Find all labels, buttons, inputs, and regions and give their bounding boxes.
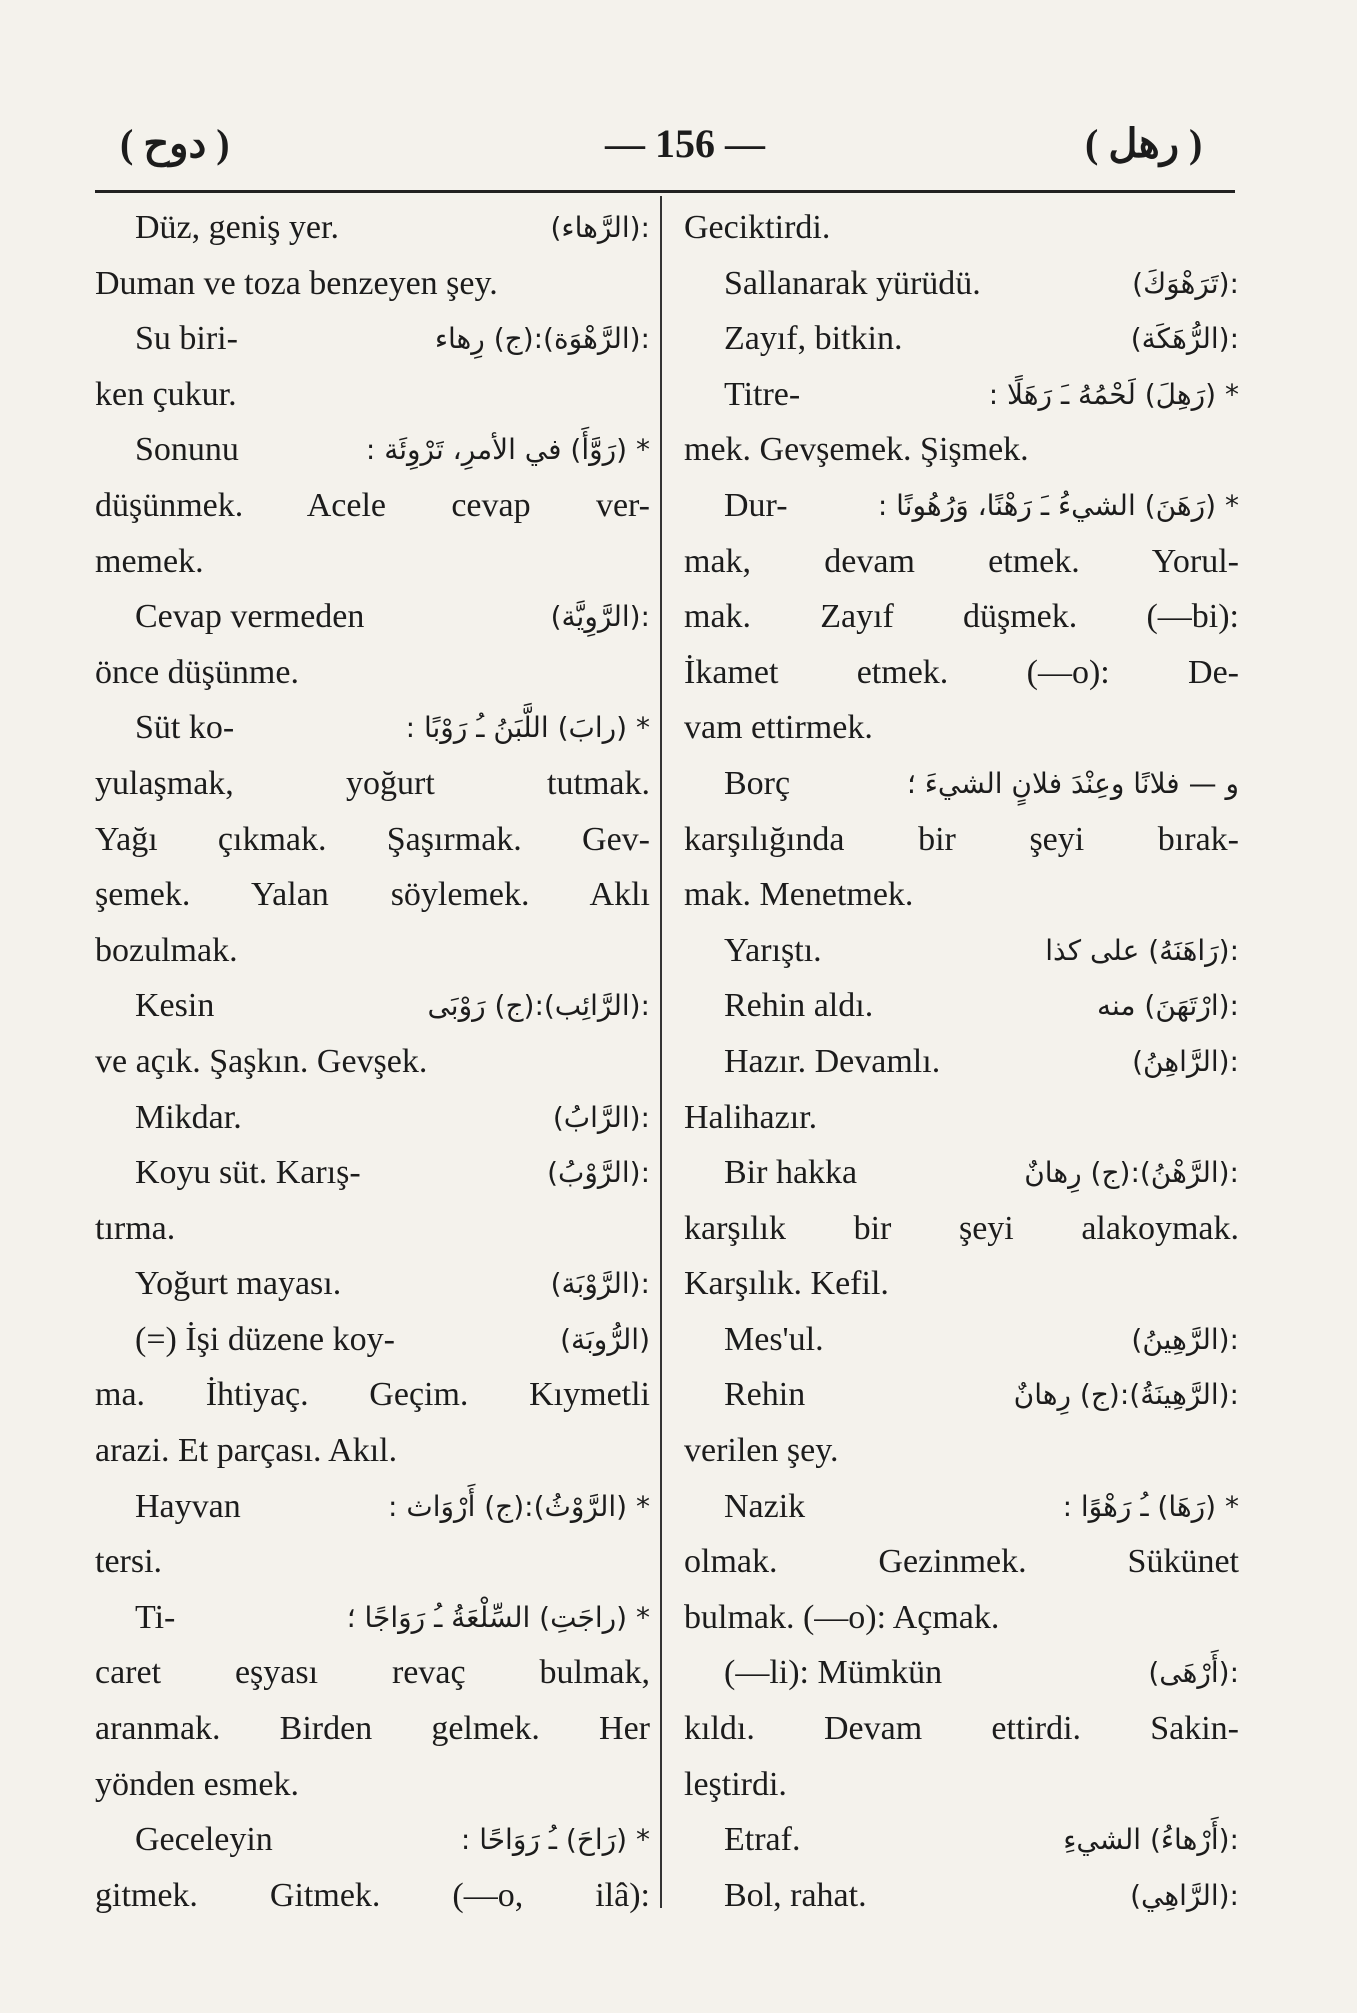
entry-line [95,1534,650,1590]
arabic-headword: :(أَرْهَى) [1148,1656,1239,1690]
turkish-text: mek. Gevşemek. Şişmek. [684,431,1029,469]
turkish-text: Rehin [724,1376,806,1414]
turkish-text: (—li): Mümkün [724,1654,943,1692]
entry-line [684,1256,1239,1312]
entry-line [684,1034,1239,1090]
turkish-text: bulmak. (—o): Açmak. [684,1598,1000,1636]
arabic-headword: * (رَهَنَ) الشيءُ ـَ رَهْنًا، وَرُهُونًا : [877,488,1239,522]
left-column [95,200,650,1923]
arabic-headword: * (رَاحَ) ـُ رَوَاحًا : [460,1823,650,1857]
turkish-text: Titre- [724,375,801,413]
turkish-text: Mikdar. [135,1098,242,1136]
entry-line [95,589,650,645]
turkish-text: Koyu süt. Karış- [135,1154,361,1192]
entry-line [95,867,650,923]
arabic-headword: * (رَوَّأَ) في الأمرِ، تَرْوِئَة : [365,433,650,467]
turkish-text: Karşılık. Kefil. [684,1265,889,1303]
page-header [0,0,1357,190]
turkish-text: vam ettirmek. [684,709,873,747]
entry-line [95,311,650,367]
turkish-text: Bir hakka [724,1154,858,1192]
arabic-headword: * (رَهَا) ـُ رَهْوًا : [1062,1489,1239,1523]
turkish-text: düşünmek. Acele cevap ver- [95,486,650,524]
arabic-headword: * (الرَّوْثُ):(ج) أَرْوَاث : [388,1489,650,1523]
header-left-root: ( دوح ) [120,121,230,166]
entry-line [684,923,1239,979]
turkish-text: Bol, rahat. [724,1876,867,1914]
turkish-text: Mes'ul. [724,1320,824,1358]
arabic-headword: :(الرَّهْنُ):(ج) رِهانٌ [1024,1156,1239,1190]
turkish-text: mak. Menetmek. [684,876,914,914]
entry-line [95,756,650,812]
entry-line [95,645,650,701]
turkish-text: Yoğurt mayası. [135,1265,342,1303]
arabic-headword: :(الرَّهِينُ) [1131,1322,1239,1356]
entry-line [95,367,650,423]
turkish-text: Süt ko- [135,709,235,747]
turkish-text: Etraf. [724,1821,801,1859]
turkish-text: Borç [724,764,791,802]
entry-line [684,1757,1239,1813]
entry-line [684,478,1239,534]
entry-line [684,534,1239,590]
turkish-text: arazi. Et parçası. Akıl. [95,1432,398,1470]
entry-line [95,256,650,312]
arabic-headword: :(الرَّهِينَةُ):(ج) رِهانٌ [1013,1378,1239,1412]
entry-line [95,1256,650,1312]
entry-line [95,1090,650,1146]
entry-line [684,1090,1239,1146]
arabic-headword: :(رَاهَنَهُ) على كذا [1045,933,1239,967]
turkish-text: mak. Zayıf düşmek. (—bi): [684,598,1239,636]
header-rule [95,190,1235,193]
entry-line [684,1868,1239,1924]
entry-line [684,422,1239,478]
entry-line [684,1534,1239,1590]
turkish-text: Hazır. Devamlı. [724,1042,941,1080]
entry-line [95,1367,650,1423]
page-number: — 156 — [605,121,765,166]
column-divider [660,196,662,1908]
arabic-headword: :(الرَّوْبُ) [547,1156,650,1190]
turkish-text: ve açık. Şaşkın. Gevşek. [95,1042,428,1080]
entry-line [684,812,1239,868]
entry-line [95,1645,650,1701]
turkish-text: Su biri- [135,320,238,358]
entry-line [95,978,650,1034]
arabic-headword: :(الرَّائِب):(ج) رَوْبَى [427,989,650,1023]
arabic-headword: :(الرَّاهِنُ) [1132,1044,1239,1078]
turkish-text: Geceleyin [135,1821,273,1859]
entry-line [95,1145,650,1201]
entry-line [95,1312,650,1368]
entry-line [684,367,1239,423]
turkish-text: karşılığında bir şeyi bırak- [684,820,1239,858]
turkish-text: Sonunu [135,431,239,469]
entry-line [684,1812,1239,1868]
turkish-text: Geciktirdi. [684,209,831,246]
entry-line [684,1201,1239,1257]
arabic-headword: :(الرَّابُ) [552,1100,650,1134]
turkish-text: Zayıf, bitkin. [724,320,903,358]
turkish-text: Rehin aldı. [724,987,874,1025]
turkish-text: şemek. Yalan söylemek. Aklı [95,876,650,914]
entry-line [95,1034,650,1090]
entry-line [684,978,1239,1034]
turkish-text: Ti- [135,1598,176,1636]
turkish-text: Dur- [724,486,788,524]
entry-line [95,923,650,979]
header-right-root: ( رهل ) [1085,121,1203,166]
turkish-text: Cevap vermeden [135,598,365,636]
entry-line [95,200,650,256]
entry-line [95,1423,650,1479]
entry-line [95,700,650,756]
entry-line [684,1479,1239,1535]
entry-line [684,311,1239,367]
arabic-headword: :(الرَّاهِي) [1130,1878,1239,1912]
arabic-headword: :(الرَّوْبَة) [550,1267,650,1301]
entry-line [95,1201,650,1257]
turkish-text: verilen şey. [684,1432,839,1470]
arabic-headword: و — فلانًا وعِنْدَ فلانٍ الشيءَ ؛ [906,766,1239,800]
turkish-text: Nazik [724,1487,806,1525]
turkish-text: yönden esmek. [95,1765,299,1803]
entry-line [95,478,650,534]
entry-line [684,1423,1239,1479]
arabic-headword: (الرُّوبَة) [560,1322,650,1356]
entry-line [684,1312,1239,1368]
turkish-text: tırma. [95,1209,176,1247]
turkish-text: olmak. Gezinmek. Sükünet [684,1543,1239,1581]
turkish-text: gitmek. Gitmek. (—o, ilâ): [95,1876,650,1914]
entry-line [95,1590,650,1646]
entry-line [684,756,1239,812]
turkish-text: aranmak. Birden gelmek. Her [95,1710,650,1748]
turkish-text: ken çukur. [95,375,237,413]
entry-line [95,812,650,868]
entry-line [684,1145,1239,1201]
arabic-headword: :(أَرْهاءُ) الشيءِ [1063,1823,1239,1857]
entry-line [95,1757,650,1813]
turkish-text: ma. İhtiyaç. Geçim. Kıymetli [95,1376,650,1414]
entry-line [684,589,1239,645]
turkish-text: Hayvan [135,1487,241,1525]
turkish-text: Kesin [135,987,215,1025]
entry-line [684,256,1239,312]
arabic-headword: :(الرَّهاء) [550,211,650,244]
turkish-text: karşılık bir şeyi alakoymak. [684,1209,1239,1247]
turkish-text: (=) İşi düzene koy- [135,1320,395,1358]
turkish-text: tersi. [95,1543,163,1581]
turkish-text: önce düşünme. [95,653,299,691]
arabic-headword: :(الرُّهَكَة) [1130,322,1239,356]
entry-line [95,534,650,590]
entry-line [95,1812,650,1868]
turkish-text: Düz, geniş yer. [135,209,339,246]
turkish-text: memek. [95,542,204,580]
entry-line [684,1367,1239,1423]
entry-line [95,1868,650,1924]
right-column [684,200,1239,1923]
turkish-text: Sallanarak yürüdü. [724,264,981,302]
turkish-text: Duman ve toza benzeyen şey. [95,264,498,302]
turkish-text: leştirdi. [684,1765,787,1803]
turkish-text: Yarıştı. [724,931,822,969]
arabic-headword: :(الرَّهْوَة):(ج) رِهاء [434,322,650,356]
entry-line [95,1479,650,1535]
entry-line [684,1645,1239,1701]
turkish-text: Yağı çıkmak. Şaşırmak. Gev- [95,820,650,858]
turkish-text: İkamet etmek. (—o): De- [684,653,1239,691]
turkish-text: caret eşyası revaç bulmak, [95,1654,650,1692]
entry-line [684,700,1239,756]
arabic-headword: * (رابَ) اللَّبَنُ ـُ رَوْبًا : [405,711,650,745]
turkish-text: bozulmak. [95,931,238,969]
arabic-headword: * (رَهِلَ) لَحْمُهُ ـَ رَهَلًا : [988,377,1239,411]
turkish-text: yulaşmak, yoğurt tutmak. [95,764,650,802]
arabic-headword: :(تَرَهْوَكَ) [1132,266,1239,300]
entry-line [684,1701,1239,1757]
turkish-text: mak, devam etmek. Yorul- [684,542,1239,580]
entry-line [95,1701,650,1757]
entry-line [684,867,1239,923]
turkish-text: Halihazır. [684,1098,818,1136]
entry-line [684,645,1239,701]
arabic-headword: :(الرَّوِيَّة) [550,600,650,634]
arabic-headword: :(ارْتَهَنَ) منه [1097,989,1239,1023]
entry-line [95,422,650,478]
turkish-text: kıldı. Devam ettirdi. Sakin- [684,1710,1239,1748]
entry-line [684,1590,1239,1646]
arabic-headword: * (راجَتِ) السِّلْعَةُ ـُ رَوَاجًا ؛ [346,1600,650,1634]
entry-line [684,200,1239,256]
